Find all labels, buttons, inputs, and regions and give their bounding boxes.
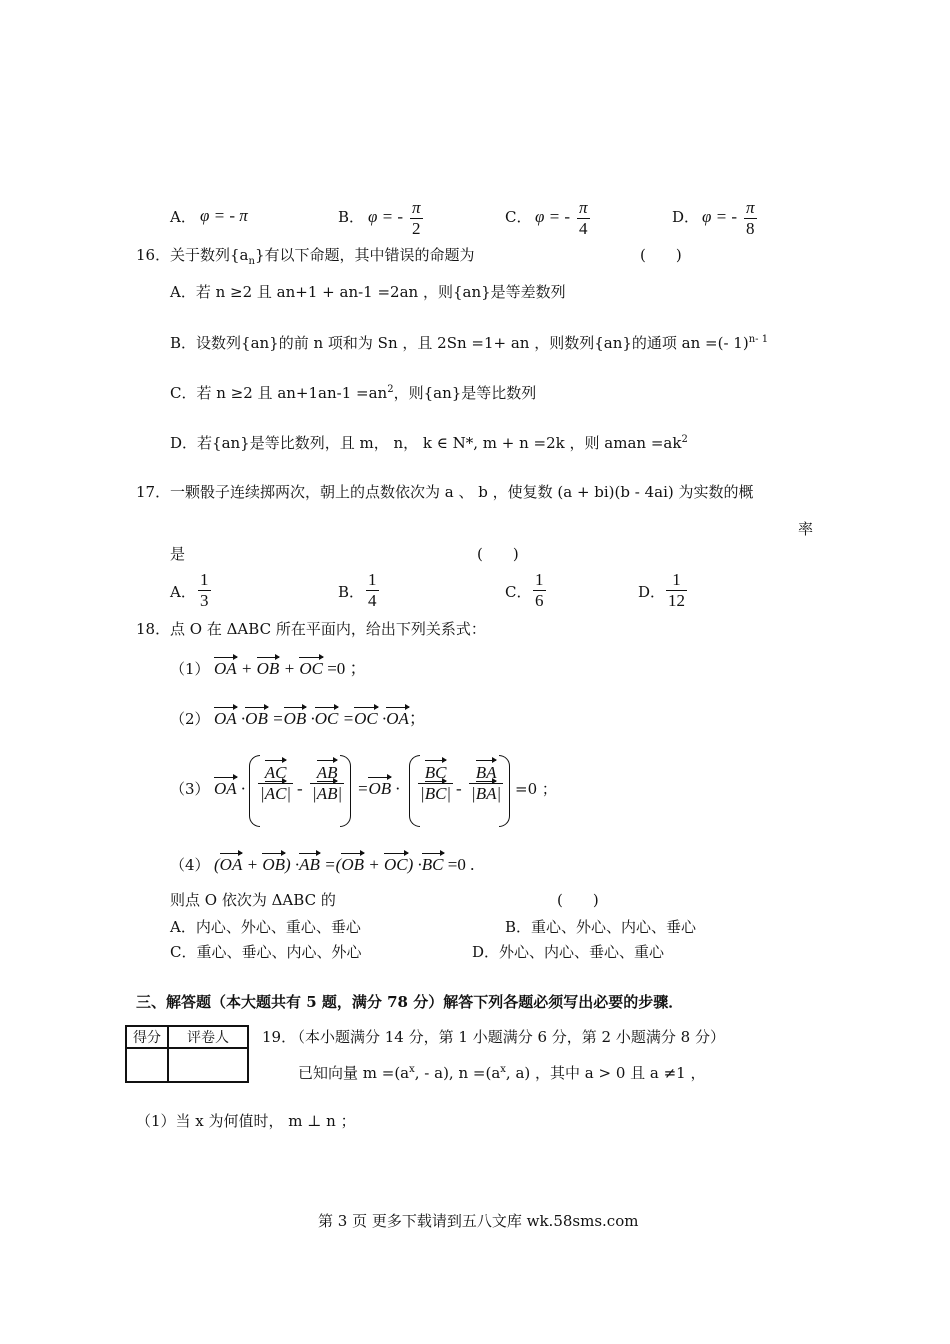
q15-option-d-label: D． [672,208,700,226]
q19-given: 已知向量 $m =(a^x$, - a), $n =(a^x$, a) ，其中 a > 0 且 a ≠1 ， [298,1064,706,1082]
q18-relation-3-frac-ab: AB |AB| [312,763,343,803]
grader-cell[interactable] [168,1048,248,1082]
q17-option-d-label: D． [638,583,666,601]
q18-relation-3-frac-bc: BC |BC| [420,763,452,803]
page-footer: 第 3 页 更多下载请到五八文库 wk.58sms.com [318,1212,639,1230]
q18-option-d: D．外心、内心、垂心、重心 [472,943,665,961]
score-table [125,1025,249,1083]
q17-stem: 一颗骰子连续掷两次，朝上的点数依次为 a 、 b ，使复数 (a + bi)(b - 4ai) 为实数的概 [170,483,754,501]
q18-relation-3-label: （3） [170,780,210,798]
q17-number: 17． [136,483,171,501]
q17-option-b-fraction: 1 4 [368,570,377,610]
q15-option-c-fraction: π 4 [579,198,588,238]
q19-part-1: （1）当 x 为何值时， m ⊥ n ； [136,1112,356,1130]
q18-relation-3-frac-ba: BA |BA| [471,763,502,803]
q17-option-d-fraction: 1 12 [668,570,685,610]
q16-stem: 关于数列$\{a_n\}$有以下命题，其中错误的命题为 [170,246,475,267]
q15-option-a-expr: φ = - π [200,206,248,225]
q17-option-c-label: C． [505,583,532,601]
q15-option-b-label: B． [338,208,365,226]
q15-option-b-prefix: φ = - [368,207,404,226]
q17-bracket: ( ) [477,545,519,563]
q17-option-a-fraction: 1 3 [200,570,209,610]
q18-relation-3-minus-2: - [456,779,462,798]
q15-option-b-fraction: π 2 [412,198,421,238]
q18-relation-3-right-paren-1 [340,755,351,827]
q17-option-a-label: A． [170,583,196,601]
q18-number: 18． [136,620,171,638]
q18-relation-4-expr: (OA + OB) ·AB =(OB + OC) ·BC =0 . [214,855,475,874]
q18-relation-4-label: （4） [170,856,210,874]
q16-number: 16． [136,246,171,264]
q18-relation-3-oa: OA · [214,779,246,798]
q15-option-c-label: C． [505,208,532,226]
q18-conclusion: 则点 O 依次为 ΔABC 的 [170,891,336,909]
q19-number: 19． [262,1028,297,1046]
q17-stem-wrap: 率 [798,520,814,538]
q17-option-c-fraction: 1 6 [535,570,544,610]
q18-relation-3-frac-ac: AC |AC| [260,763,292,803]
q18-relation-2-expr: OA ·OB =OB ·OC =OC ·OA； [214,709,426,728]
q16-option-d: D．若{an}是等比数列，且 m， n， k ∈ N*, m + n =2k ，则 aman $=ak^2$ [170,434,688,452]
q18-option-a: A．内心、外心、重心、垂心 [170,918,361,936]
q16-option-b: B．设数列{an}的前 n 项和为 Sn ，且 2Sn =1+ an ，则数列{an}的通项 an =(- 1)$^{n- 1}$ [170,334,769,352]
q18-relation-3-right-paren-2 [499,755,510,827]
q15-option-d-fraction: π 8 [746,198,755,238]
q15-option-a-label: A． [170,208,196,226]
q18-stem: 点 O 在 ΔABC 所在平面内，给出下列关系式： [170,620,486,638]
q18-option-b: B．重心、外心、内心、垂心 [505,918,697,936]
q18-relation-1-expr: OA + OB + OC =0 ； [214,659,367,678]
q15-option-d-prefix: φ = - [702,207,738,226]
q16-option-a: A．若 n ≥2 且 an+1 + an-1 =2an ，则{an}是等差数列 [170,283,566,301]
q18-relation-1-label: （1） [170,660,210,678]
q18-relation-3-ob: =OB · [357,779,400,798]
q17-stem-wrap2: 是 [170,545,186,563]
q19-header: （本小题满分 14 分，第 1 小题满分 6 分，第 2 小题满分 8 分） [290,1028,725,1046]
score-cell[interactable] [126,1048,168,1082]
q18-relation-3-tail: =0 ； [515,780,557,798]
score-header: 得分 [126,1026,168,1048]
q18-relation-2-label: （2） [170,710,210,728]
q15-option-c-prefix: φ = - [535,207,571,226]
q18-relation-3-minus-1: - [297,779,303,798]
q17-option-b-label: B． [338,583,365,601]
q18-option-c: C．重心、垂心、内心、外心 [170,943,362,961]
q18-bracket: ( ) [557,891,599,909]
q16-option-c: C．若 n ≥2 且 $an+1an-1 =an^2$，则{an}是等比数列 [170,384,537,402]
section-3-title: 三、解答题（本大题共有 5 题，满分 78 分）解答下列各题必须写出必要的步骤． [136,993,684,1011]
grader-header: 评卷人 [168,1026,248,1048]
q16-bracket: ( ) [640,246,682,264]
